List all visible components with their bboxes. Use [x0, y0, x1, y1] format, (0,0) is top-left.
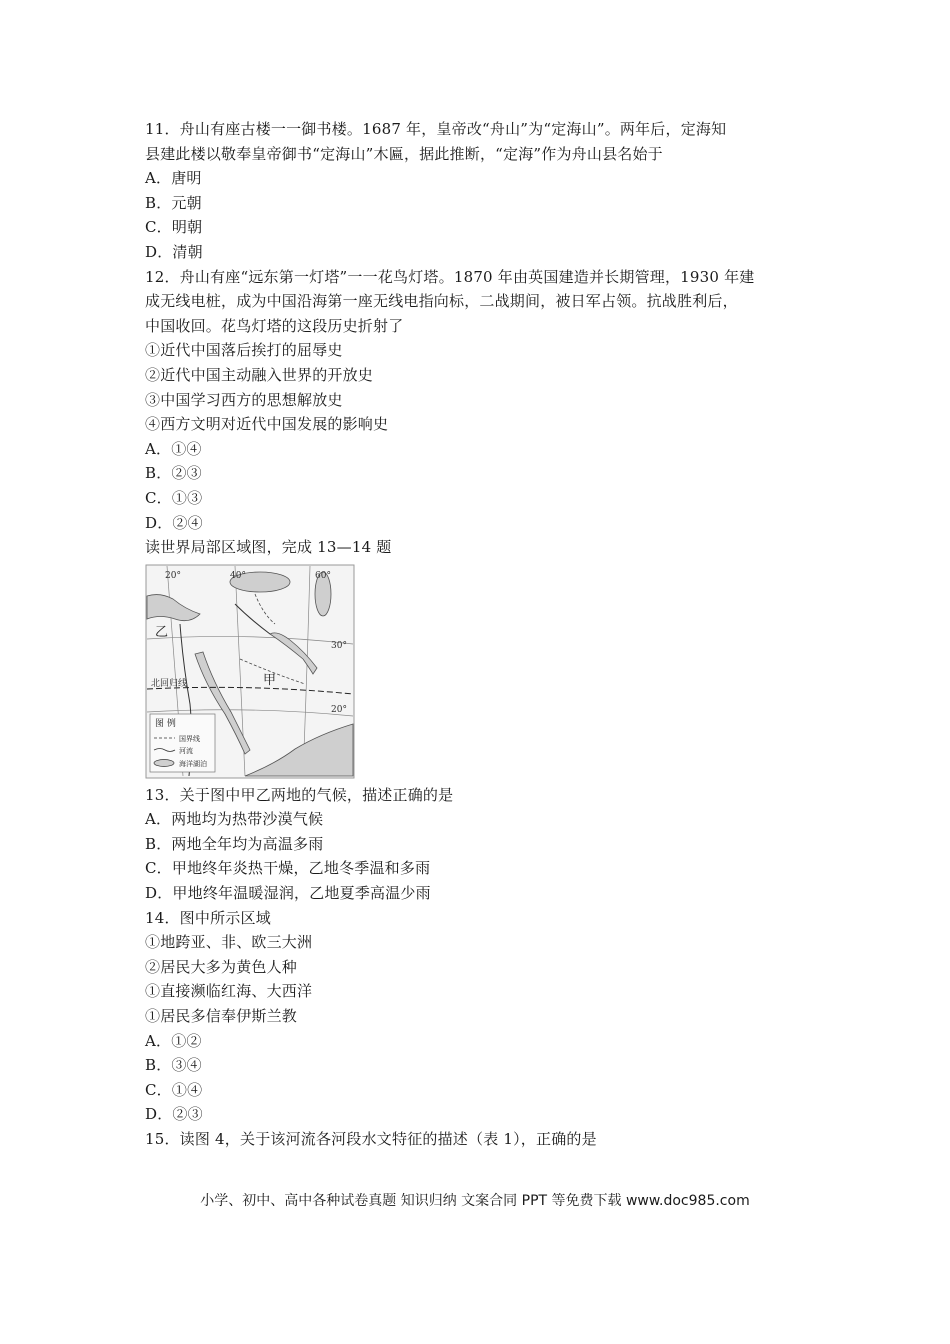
- legend-lake: 海洋湖泊: [179, 759, 207, 768]
- q13-stem: 13．关于图中甲乙两地的气候，描述正确的是: [145, 785, 454, 804]
- q14-statement-2: ②居民大多为黄色人种: [145, 957, 298, 976]
- q14-stem: 14．图中所示区域: [145, 908, 271, 927]
- q13-option-a: A．两地均为热带沙漠气候: [145, 810, 324, 829]
- q11-stem-cont: 县建此楼以敬奉皇帝御书“定海山”木匾，据此推断，“定海”作为舟山县名始于: [145, 144, 663, 163]
- q12-option-d: D．②④: [145, 513, 203, 532]
- page-footer: 小学、初中、高中各种试卷真题 知识归纳 文案合同 PPT 等免费下载 www.doc985.com: [200, 1193, 750, 1209]
- lat-20-label: 20°: [331, 704, 347, 715]
- q13-option-b: B．两地全年均为高温多雨: [145, 834, 324, 853]
- q13-option-c: C．甲地终年炎热干燥，乙地冬季温和多雨: [145, 859, 431, 878]
- q12-stem: 12．舟山有座“远东第一灯塔”一一花鸟灯塔。1870 年由英国建造并长期管理，1930 年建: [145, 267, 755, 286]
- q11-option-b: B．元朝: [145, 193, 202, 212]
- map-intro: 读世界局部区域图，完成 13—14 题: [145, 538, 392, 557]
- q14-option-d: D．②③: [145, 1105, 203, 1124]
- legend-river: 河流: [179, 746, 193, 755]
- q12-stem-cont: 成无线电桩，成为中国沿海第一座无线电指向标，二战期间，被日军占领。抗战胜利后，: [145, 292, 738, 311]
- label-jia: 甲: [263, 672, 277, 688]
- q12-option-c: C．①③: [145, 488, 203, 507]
- region-map-svg: [145, 564, 355, 779]
- q12-stem-cont2: 中国收回。花鸟灯塔的这段历史折射了: [145, 316, 404, 335]
- q13-option-d: D．甲地终年温暖湿润，乙地夏季高温少雨: [145, 884, 431, 903]
- q12-statement-1: ①近代中国落后挨打的屈辱史: [145, 341, 343, 360]
- legend-title: 图 例: [155, 718, 176, 729]
- lat-30-label: 30°: [331, 640, 347, 651]
- label-yi: 乙: [155, 624, 169, 640]
- q12-option-a: A．①④: [145, 439, 202, 458]
- q14-statement-3: ①直接濒临红海、大西洋: [145, 982, 313, 1001]
- q11-option-a: A．唐明: [145, 169, 202, 188]
- lon-60-label: 60°: [315, 570, 331, 581]
- q15-stem: 15．读图 4，关于该河流各河段水文特征的描述（表 1），正确的是: [145, 1130, 597, 1148]
- q14-statement-4: ①居民多信奉伊斯兰教: [145, 1007, 298, 1026]
- q14-option-a: A．①②: [145, 1031, 202, 1050]
- q11-option-d: D．清朝: [145, 242, 203, 261]
- q12-statement-2: ②近代中国主动融入世界的开放史: [145, 365, 374, 384]
- document-body: [145, 117, 810, 1152]
- q11-option-c: C．明朝: [145, 218, 203, 237]
- q14-option-c: C．①④: [145, 1080, 203, 1099]
- q11-stem: 11．舟山有座古楼一一御书楼。1687 年，皇帝改“舟山”为“定海山”。两年后，定海知: [145, 120, 727, 138]
- q14-option-b: B．③④: [145, 1056, 202, 1075]
- lon-40-label: 40°: [230, 570, 246, 581]
- tropic-label: 北回归线: [151, 678, 188, 689]
- q12-statement-3: ③中国学习西方的思想解放史: [145, 390, 343, 409]
- region-map: [145, 564, 355, 779]
- q12-option-b: B．②③: [145, 464, 202, 483]
- legend-border: 国界线: [179, 734, 200, 743]
- q12-statement-4: ④西方文明对近代中国发展的影响史: [145, 415, 389, 434]
- lon-20-label: 20°: [165, 570, 181, 581]
- q14-statement-1: ①地跨亚、非、欧三大洲: [145, 933, 313, 952]
